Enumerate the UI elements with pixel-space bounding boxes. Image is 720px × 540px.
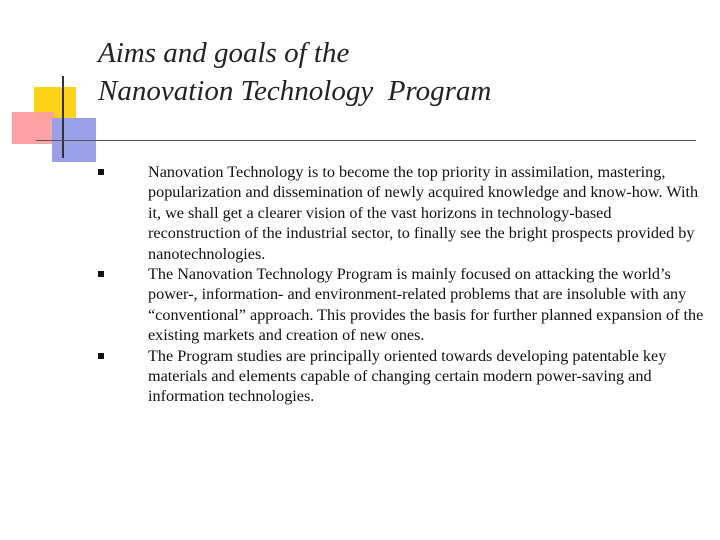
bullet-text: Nanovation Technology is to become the top priority in assimilation, mastering, popularization and dissemination of newly acquired knowledge and know-how. With it, we shall get a clearer vision of the vast horizons in technology-based reconstruction of the industrial sector, to finally see the bright prospects provided by nanotechnologies.	[148, 163, 699, 263]
bullet-text: The Program studies are principally oriented towards developing patentable key materials and elements capable of changing certain modern power-saving and information technologies.	[148, 346, 667, 406]
title-divider	[36, 140, 696, 141]
bullet-text: The Nanovation Technology Program is mainly focused on attacking the world’s power-, information- and environment-related problems that are insoluble with any “conventional” approach. This provides the basis for further planned expansion of the existing markets and creation of new ones.	[148, 265, 704, 345]
square-bullet-icon	[98, 271, 104, 277]
list-item	[98, 346, 708, 407]
square-bullet-icon	[98, 169, 104, 175]
decor-vertical-line	[62, 76, 64, 158]
slide-title-line-2: Nanovation Technology Program	[98, 75, 492, 107]
square-bullet-icon	[98, 353, 104, 359]
bullet-list	[98, 162, 708, 407]
list-item	[98, 264, 708, 346]
list-item	[98, 162, 708, 264]
slide-title	[98, 34, 698, 110]
slide-title-line-1: Aims and goals of the	[98, 37, 350, 69]
